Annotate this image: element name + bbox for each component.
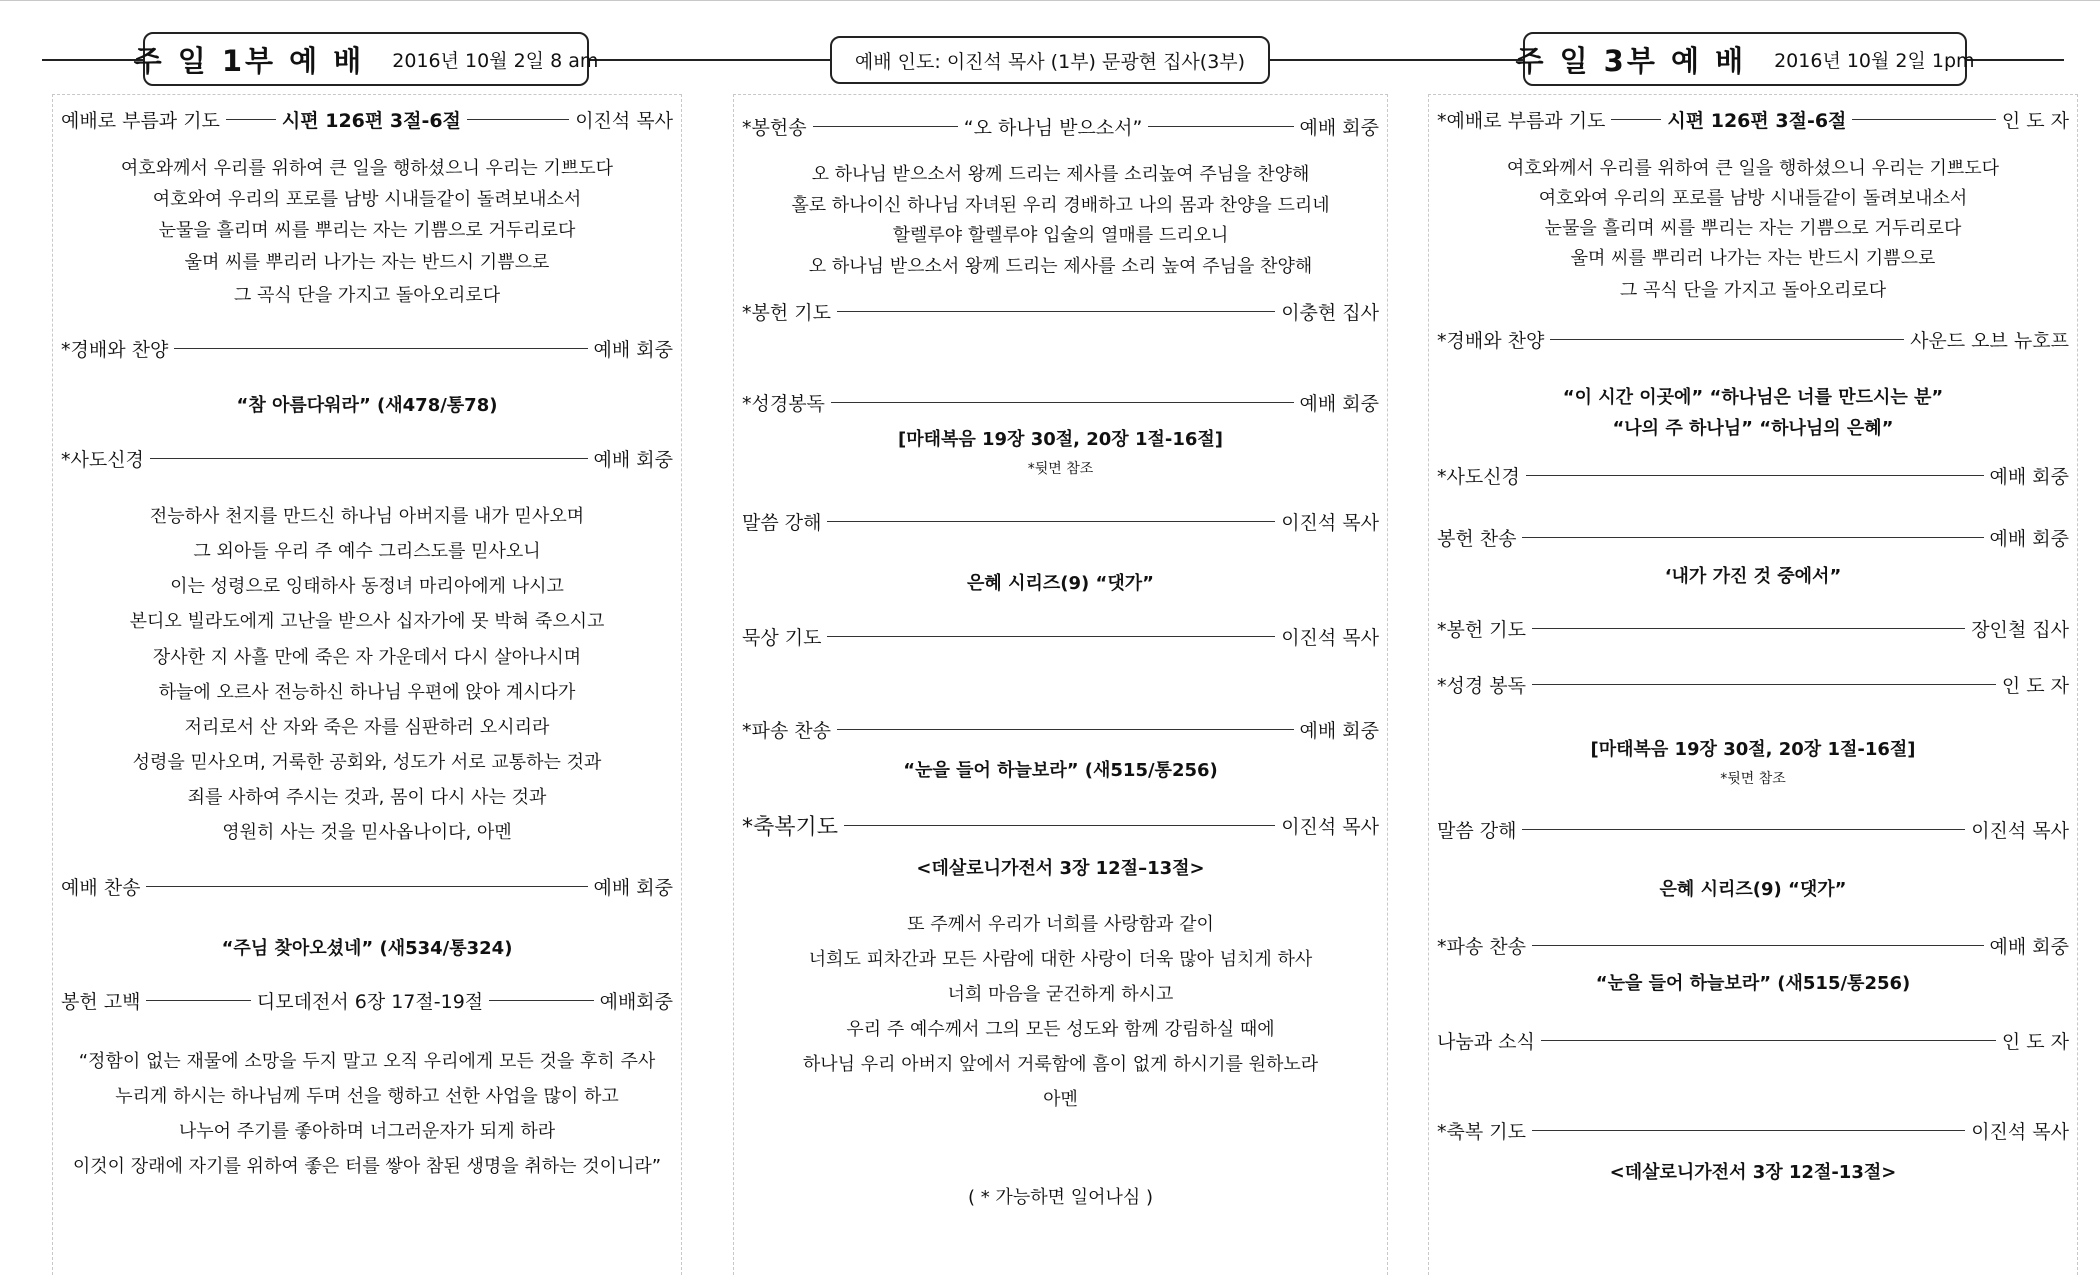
creed-line-text: 영원히 사는 것을 믿사옵나이다, 아멘 <box>222 822 512 843</box>
offering-prayer-line <box>1429 613 2077 643</box>
benediction-text: 우리 주 예수께서 그의 모든 성도와 함께 강림하실 때에 <box>846 1019 1275 1040</box>
psalm-line: 울며 씨를 뿌리러 나가는 자는 반드시 기쁨으로 <box>184 252 550 273</box>
leader-dots <box>150 458 588 459</box>
header-rule-right <box>1966 59 2064 61</box>
confession-text: “정함이 없는 재물에 소망을 두지 말고 오직 우리에게 모든 것을 후히 주사 <box>78 1051 656 1072</box>
psalm-line: 여호와여 우리의 포로를 남방 시내들같이 돌려보내소서 <box>1538 188 1968 209</box>
third-service-date: 2016년 10월 2일 1pm <box>1774 49 1975 72</box>
benediction-ref: <데살로니가전서 3장 12절–13절> <box>916 858 1205 879</box>
header-rule-left <box>42 59 144 61</box>
leader-dots <box>831 402 1294 403</box>
scripture-line <box>1429 669 2077 699</box>
scripture-line <box>734 387 1387 417</box>
offering-prayer-by: 장인철 집사 <box>1971 618 2069 641</box>
offering-hymn-by: 예배 회중 <box>1989 527 2069 550</box>
third-service-column <box>1428 94 2078 1275</box>
praise-song: “참 아름다워라” (새478/통78) <box>236 395 498 416</box>
call-to-worship-label: 예배로 부름과 기도 <box>61 109 220 132</box>
hymn-by: 예배 회중 <box>593 876 673 899</box>
leader-dots <box>813 126 958 127</box>
hymn-song: “주님 찾아오셨네” (새534/통324) <box>221 938 513 959</box>
benediction-by: 이진석 목사 <box>1971 1120 2069 1143</box>
benediction-text: 하나님 우리 아버지 앞에서 거룩함에 흠이 없게 하시기를 원하노라 <box>802 1054 1319 1075</box>
closing-hymn-line <box>1429 930 2077 960</box>
offering-prayer-label: *봉헌 기도 <box>742 301 831 324</box>
benediction-text: 너희도 피차간과 모든 사람에 대한 사랑이 더욱 많아 넘치게 하사 <box>808 949 1313 970</box>
closing-hymn-label: *파송 찬송 <box>1437 935 1526 958</box>
worship-leader: 예배 인도: 이진석 목사 (1부) 문광현 집사(3부) <box>854 50 1246 73</box>
leader-dots <box>827 636 1275 637</box>
praise-line <box>53 333 681 363</box>
offering-song-title: “오 하나님 받으소서” <box>963 116 1143 139</box>
offering-hymn-line <box>1429 522 2077 552</box>
confession-text: 누리게 하시는 하나님께 두며 선을 행하고 선한 사업을 많이 하고 <box>115 1086 619 1107</box>
third-service-title-box <box>1515 32 1975 86</box>
call-to-worship-ref: 시편 126편 3절-6절 <box>281 109 461 132</box>
closing-hymn-by: 예배 회중 <box>1299 719 1379 742</box>
creed-line-text: 죄를 사하여 주시는 것과, 몸이 다시 사는 것과 <box>187 787 547 808</box>
sermon-by: 이진석 목사 <box>1971 819 2069 842</box>
news-line <box>1429 1025 2077 1055</box>
offering-prayer-by: 이충현 집사 <box>1281 301 1379 324</box>
news-by: 인 도 자 <box>2001 1030 2069 1053</box>
creed-by: 예배 회중 <box>593 448 673 471</box>
news-label: 나눔과 소식 <box>1437 1030 1535 1053</box>
silent-prayer-label: 묵상 기도 <box>742 626 822 649</box>
scripture-ref: [마태복음 19장 30절, 20장 1절-16절] <box>897 429 1224 450</box>
praise-line <box>1429 324 2077 354</box>
creed-line <box>53 443 681 473</box>
creed-line-text: 하늘에 오르사 전능하신 하나님 우편에 앉아 계시다가 <box>158 682 576 703</box>
leader-dots <box>1522 829 1965 830</box>
benediction-text: 또 주께서 우리가 너희를 사랑함과 같이 <box>907 914 1214 935</box>
benediction-text: 너희 마음을 굳건하게 하시고 <box>947 984 1174 1005</box>
call-to-worship-ref: 시편 126편 3절-6절 <box>1667 109 1847 132</box>
sermon-title: 은혜 시리즈(9) “댓가” <box>1659 879 1847 900</box>
leader-dots <box>226 119 276 120</box>
creed-line-text: 저리로서 산 자와 죽은 자를 심판하러 오시리라 <box>184 717 550 738</box>
praise-by: 예배 회중 <box>593 338 673 361</box>
top-rule <box>0 0 2100 1</box>
closing-hymn-by: 예배 회중 <box>1989 935 2069 958</box>
confession-text: 이것이 장래에 자기를 위하여 좋은 터를 쌓아 참된 생명을 취하는 것이니라” <box>72 1156 662 1177</box>
offering-lyric-line: 홀로 하나이신 하나님 자녀된 우리 경배하고 나의 몸과 찬양을 드리네 <box>791 195 1330 216</box>
leader-box <box>830 36 1270 84</box>
psalm-line: 눈물을 흘리며 씨를 뿌리는 자는 기쁨으로 거두리로다 <box>1544 218 1962 239</box>
offering-hymn-song: ‘내가 가진 것 중에서” <box>1664 566 1842 587</box>
sermon-label: 말씀 강해 <box>742 511 822 534</box>
praise-songs: “나의 주 하나님” “하나님의 은혜” <box>1612 418 1894 439</box>
benediction-line <box>1429 1115 2077 1145</box>
call-to-worship-label: *예배로 부름과 기도 <box>1437 109 1606 132</box>
first-service-date: 2016년 10월 2일 8 am <box>392 49 599 72</box>
hymn-label: 예배 찬송 <box>61 876 141 899</box>
leader-dots <box>1532 628 1965 629</box>
psalm-line: 여호와께서 우리를 위하여 큰 일을 행하셨으니 우리는 기쁘도다 <box>1506 158 2000 179</box>
offering-lyric-line: 오 하나님 받으소서 왕께 드리는 제사를 소리높여 주님을 찬양해 <box>811 164 1310 185</box>
call-to-worship-line <box>53 104 681 134</box>
confession-text: 나누어 주기를 좋아하며 너그러운자가 되게 하라 <box>178 1121 556 1142</box>
confession-ref: 디모데전서 6장 17절-19절 <box>256 990 484 1013</box>
benediction-text: 아멘 <box>1043 1089 1078 1110</box>
creed-line-text: 성령을 믿사오며, 거룩한 공회와, 성도가 서로 교통하는 것과 <box>132 752 602 773</box>
leader-dots <box>1148 126 1293 127</box>
leader-dots <box>1532 1130 1965 1131</box>
header-rule-mid-left <box>588 59 830 61</box>
third-service-title: 주 일 3부 예 배 <box>1515 43 1747 78</box>
leader-dots <box>146 1000 250 1001</box>
leader-dots <box>146 886 587 887</box>
offering-song-by: 예배 회중 <box>1299 116 1380 139</box>
psalm-line: 울며 씨를 뿌리러 나가는 자는 반드시 기쁨으로 <box>1570 248 1936 269</box>
first-service-title: 주 일 1부 예 배 <box>133 43 365 78</box>
leader-dots <box>1852 119 1995 120</box>
praise-label: *경배와 찬양 <box>1437 329 1545 352</box>
closing-hymn-song: “눈을 들어 하늘보라” (새515/통256) <box>903 760 1218 781</box>
call-to-worship-by: 인 도 자 <box>2001 109 2069 132</box>
sermon-by: 이진석 목사 <box>1281 511 1379 534</box>
leader-dots <box>1541 1040 1996 1041</box>
scripture-note: *뒷면 참조 <box>1720 771 1786 787</box>
sermon-line <box>734 506 1387 536</box>
benediction-label: *축복기도 <box>742 814 839 840</box>
leader-dots <box>844 825 1275 826</box>
closing-hymn-label: *파송 찬송 <box>742 719 831 742</box>
praise-songs: “이 시간 이곳에” “하나님은 너를 만드시는 분” <box>1562 387 1944 408</box>
leader-dots <box>1532 684 1996 685</box>
psalm-line: 눈물을 흘리며 씨를 뿌리는 자는 기쁨으로 거두리로다 <box>158 220 576 241</box>
scripture-label: *성경봉독 <box>742 392 825 415</box>
confession-label: 봉헌 고백 <box>61 990 141 1013</box>
closing-hymn-song: “눈을 들어 하늘보라” (새515/통256) <box>1595 973 1911 994</box>
benediction-by: 이진석 목사 <box>1281 815 1379 838</box>
psalm-line: 여호와여 우리의 포로를 남방 시내들같이 돌려보내소서 <box>152 189 582 210</box>
leader-dots <box>1526 475 1984 476</box>
scripture-by: 예배 회중 <box>1299 392 1379 415</box>
leader-dots <box>837 729 1294 730</box>
offering-lyric-line: 오 하나님 받으소서 왕께 드리는 제사를 소리 높여 주님을 찬양해 <box>808 256 1313 277</box>
leader-dots <box>1550 339 1904 340</box>
creed-label: *사도신경 <box>1437 465 1520 488</box>
leader-dots <box>489 1000 593 1001</box>
creed-by: 예배 회중 <box>1989 465 2069 488</box>
leader-dots <box>1611 119 1661 120</box>
creed-label: *사도신경 <box>61 448 144 471</box>
confession-line <box>53 985 681 1015</box>
scripture-label: *성경 봉독 <box>1437 674 1526 697</box>
silent-prayer-by: 이진석 목사 <box>1281 626 1379 649</box>
creed-line-text: 전능하사 천지를 만드신 하나님 아버지를 내가 믿사오며 <box>149 506 585 527</box>
psalm-line: 그 곡식 단을 가지고 돌아오리로다 <box>1619 280 1887 301</box>
creed-line-text: 그 외아들 우리 주 예수 그리스도를 믿사오니 <box>193 541 541 562</box>
benediction-ref: <데살로니가전서 3장 12절-13절> <box>1609 1162 1897 1183</box>
offering-prayer-line <box>734 296 1387 326</box>
leader-dots <box>1532 945 1984 946</box>
closing-hymn-line <box>734 714 1387 744</box>
sermon-title: 은혜 시리즈(9) “댓가” <box>967 573 1154 594</box>
scripture-ref: [마태복음 19장 30절, 20장 1절-16절] <box>1590 739 1916 760</box>
leader-dots <box>467 119 569 120</box>
offering-lyric-line: 할렐루야 할렐루야 입술의 열매를 드리오니 <box>892 225 1229 246</box>
leader-dots <box>1522 537 1983 538</box>
offering-song-line <box>734 111 1387 141</box>
first-service-column <box>52 94 682 1275</box>
benediction-label: *축복 기도 <box>1437 1120 1526 1143</box>
scripture-by: 인 도 자 <box>2001 674 2069 697</box>
offering-hymn-label: 봉헌 찬송 <box>1437 527 1517 550</box>
offering-prayer-label: *봉헌 기도 <box>1437 618 1526 641</box>
praise-by: 사운드 오브 뉴호프 <box>1910 329 2069 352</box>
call-to-worship-by: 이진석 목사 <box>575 109 673 132</box>
benediction-line <box>734 810 1387 840</box>
middle-column <box>733 94 1388 1275</box>
first-service-title-box <box>133 32 599 86</box>
creed-line-text: 본디오 빌라도에게 고난을 받으사 십자가에 못 박혀 죽으시고 <box>129 611 605 632</box>
sermon-line <box>1429 814 2077 844</box>
confession-by: 예배회중 <box>599 990 674 1013</box>
sermon-label: 말씀 강해 <box>1437 819 1517 842</box>
leader-dots <box>174 348 587 349</box>
offering-song-label: *봉헌송 <box>742 116 807 139</box>
scripture-note: *뒷면 참조 <box>1027 461 1094 477</box>
leader-dots <box>827 521 1275 522</box>
creed-line <box>1429 460 2077 490</box>
call-to-worship-line <box>1429 104 2077 134</box>
praise-label: *경배와 찬양 <box>61 338 169 361</box>
hymn-line <box>53 871 681 901</box>
psalm-line: 그 곡식 단을 가지고 돌아오리로다 <box>233 285 501 306</box>
creed-line-text: 이는 성령으로 잉태하사 동정녀 마리아에게 나시고 <box>170 576 564 597</box>
header-rule-mid-right <box>1268 59 1524 61</box>
psalm-line: 여호와께서 우리를 위하여 큰 일을 행하셨으니 우리는 기쁘도다 <box>120 158 614 179</box>
silent-prayer-line <box>734 621 1387 651</box>
stand-note: ( * 가능하면 일어나심 ) <box>967 1187 1154 1208</box>
leader-dots <box>837 311 1275 312</box>
creed-line-text: 장사한 지 사흘 만에 죽은 자 가운데서 다시 살아나시며 <box>152 647 582 668</box>
